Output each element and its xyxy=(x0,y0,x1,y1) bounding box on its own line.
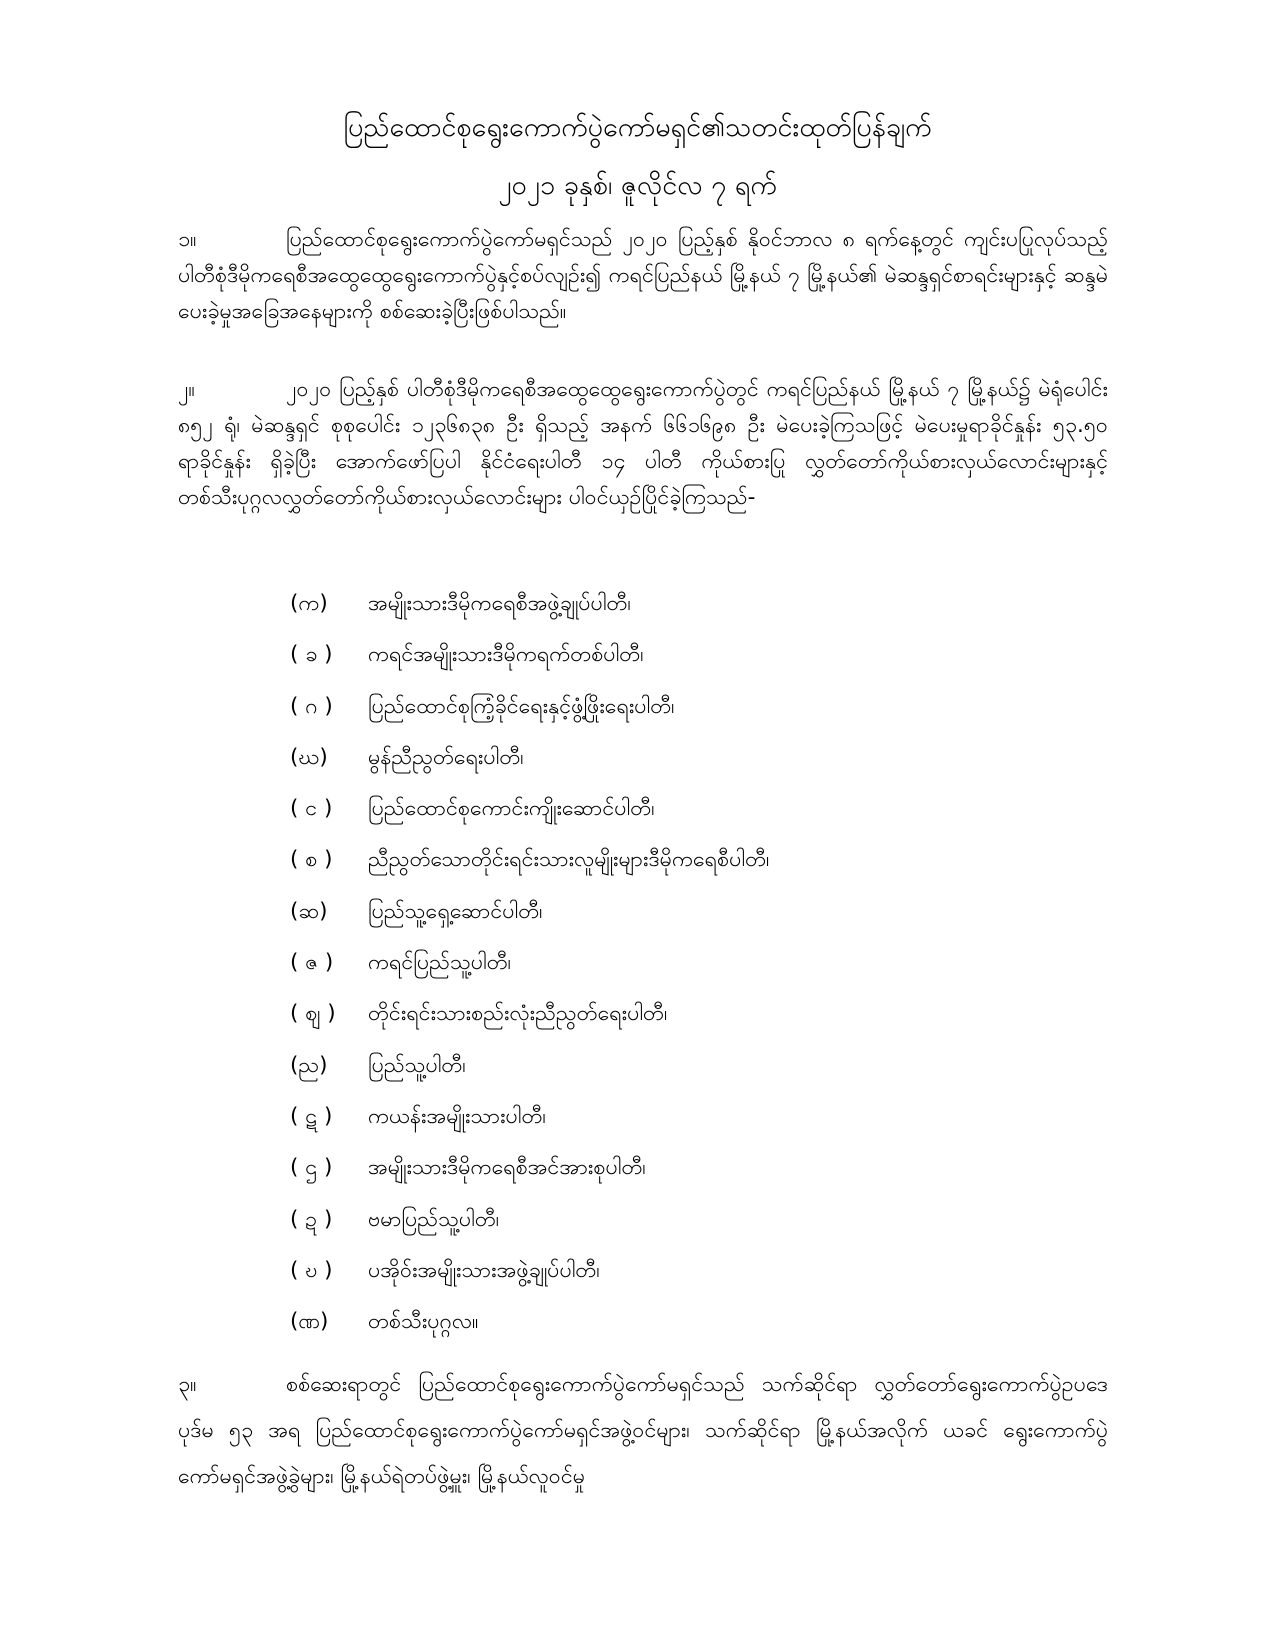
list-marker: ( ခ ) xyxy=(290,642,333,668)
list-marker: ( ဍ ) xyxy=(290,1206,333,1232)
party-name: ပအိုဝ်းအမျိုးသားအဖွဲ့ချုပ်ပါတီ၊ xyxy=(368,1257,600,1283)
list-marker: ( ဂ ) xyxy=(290,693,333,719)
document-title: ပြည်ထောင်စုရွေးကောက်ပွဲကော်မရှင်၏သတင်းထုတ်ပြန်ချက် xyxy=(343,112,932,143)
list-item xyxy=(290,945,1090,996)
party-name: အမျိုးသားဒီမိုကရေစီအဖွဲ့ချုပ်ပါတီ၊ xyxy=(368,591,631,616)
party-name: ပြည်ထောင်စုကြံ့ခိုင်ရေးနှင့်ဖွံ့ဖြိုးရေးပါတီ၊ xyxy=(368,693,675,719)
party-name: ကယန်းအမျိုးသားပါတီ၊ xyxy=(368,1103,546,1129)
list-marker: ( ဇ ) xyxy=(290,950,334,976)
list-item xyxy=(290,740,1090,791)
party-name: တစ်သီးပုဂ္ဂလ။ xyxy=(368,1309,479,1335)
paragraph-text: စစ်ဆေးရာတွင် ပြည်ထောင်စုရွေးကောက်ပွဲကော်မရှင်သည် သက်ဆိုင်ရာ လွှတ်တော်ရွေးကောက်ပွဲဥပဒေ ပုဒ်မ ၅၃ အရ ပြည်ထောင်စုရွေးကောက်ပွဲကော်မရှင်အဖွဲ့ဝင်များ၊ သက်ဆိုင်ရာ မြို့နယ်အလိုက် ယခင် ရွေးကောက်ပွဲကော်မရှင်အဖွဲ့ခွဲများ၊ မြို့နယ်ရဲတပ်ဖွဲ့မှူး၊ မြို့နယ်လူဝင်မှု xyxy=(178,1372,1108,1489)
paragraph-3 xyxy=(178,1362,1108,1500)
list-marker: (ည) xyxy=(290,1052,328,1078)
list-marker: ( ဋ ) xyxy=(290,1103,333,1129)
list-marker: (က) xyxy=(290,591,328,616)
list-marker: (ဏ) xyxy=(290,1309,329,1335)
list-marker: ( ဌ ) xyxy=(290,1155,333,1181)
list-item xyxy=(290,1253,1090,1304)
party-name: ပြည်သူ့ပါတီ၊ xyxy=(368,1052,466,1078)
list-marker: ( ဈ ) xyxy=(290,1001,336,1027)
document-date: ၂၀၂၁ ခုနှစ်၊ ဇူလိုင်လ ၇ ရက် xyxy=(498,170,777,201)
party-name: ကရင်ပြည်သူ့ပါတီ၊ xyxy=(368,950,512,976)
paragraph-text: ၂၀၂၀ ပြည့်နှစ် ပါတီစုံဒီမိုကရေစီအထွေထွေရွေးကောက်ပွဲတွင် ကရင်ပြည်နယ် မြို့နယ် ၇ မြို့နယ်၌ မဲရုံပေါင်း ၈၅၂ ရုံ၊ မဲဆန္ဒရှင် စုစုပေါင်း ၁၂၃၆၈၃၈ ဦး ရှိသည့် အနက် ၆၆၁၆၉၈ ဦး မဲပေးခဲ့ကြသဖြင့် မဲပေးမှုရာခိုင်နှုန်း ၅၃.၅၀ ရာခိုင်နှုန်း ရှိခဲ့ပြီး အောက်ဖော်ပြပါ နိုင်ငံရေးပါတီ ၁၄ ပါတီ ကိုယ်စားပြု လွှတ်တော်ကိုယ်စားလှယ်လောင်းများနှင့် တစ်သီးပုဂ္ဂလလွှတ်တော်ကိုယ်စားလှယ်လောင်းများ ပါဝင်ယှဉ်ပြိုင်ခဲ့ကြသည်- xyxy=(178,377,1108,510)
party-name: ဗမာပြည်သူ့ပါတီ၊ xyxy=(368,1206,500,1232)
paragraph-2 xyxy=(178,372,1108,516)
list-marker: (ဆ) xyxy=(290,898,328,924)
list-item xyxy=(290,1048,1090,1099)
list-item xyxy=(290,842,1090,893)
list-item xyxy=(290,637,1090,688)
party-name: အမျိုးသားဒီမိုကရေစီအင်အားစုပါတီ၊ xyxy=(368,1155,646,1181)
paragraph-number: ၃။ xyxy=(178,1372,197,1397)
paragraph-number: ၁။ xyxy=(178,227,197,252)
paragraph-number: ၂။ xyxy=(178,377,196,402)
list-marker: ( စ ) xyxy=(290,847,333,873)
paragraph-1 xyxy=(178,222,1108,330)
list-item xyxy=(290,1099,1090,1150)
party-name: ပြည်သူ့ရှေ့ဆောင်ပါတီ၊ xyxy=(368,898,543,924)
list-marker: (ဃ) xyxy=(290,744,328,770)
party-name: ကရင်အမျိုးသားဒီမိုကရက်တစ်ပါတီ၊ xyxy=(368,642,644,668)
list-marker: ( ဎ ) xyxy=(290,1257,333,1283)
party-name: ညီညွတ်သောတိုင်းရင်းသားလူမျိုးများဒီမိုကရေစီပါတီ၊ xyxy=(368,847,770,873)
list-marker: ( င ) xyxy=(290,796,333,822)
list-item xyxy=(290,1304,1090,1355)
list-item xyxy=(290,1150,1090,1201)
party-name: ပြည်ထောင်စုကောင်းကျိုးဆောင်ပါတီ၊ xyxy=(368,796,655,822)
list-item xyxy=(290,996,1090,1047)
list-item xyxy=(290,586,1090,637)
list-item xyxy=(290,1202,1090,1253)
party-name: တိုင်းရင်းသားစည်းလုံးညီညွတ်ရေးပါတီ၊ xyxy=(368,1001,668,1027)
list-item xyxy=(290,894,1090,945)
party-list xyxy=(290,586,1090,1355)
party-name: မွန်ညီညွတ်ရေးပါတီ၊ xyxy=(368,744,524,770)
list-item xyxy=(290,791,1090,842)
list-item xyxy=(290,689,1090,740)
paragraph-text: ပြည်ထောင်စုရွေးကောက်ပွဲကော်မရှင်သည် ၂၀၂၀ ပြည့်နှစ် နိုဝင်ဘာလ ၈ ရက်နေ့တွင် ကျင်းပပြုလုပ်သည့် ပါတီစုံဒီမိုကရေစီအထွေထွေရွေးကောက်ပွဲနှင့်စပ်လျဉ်း၍ ကရင်ပြည်နယ် မြို့နယ် ၇ မြို့နယ်၏ မဲဆန္ဒရှင်စာရင်းများနှင့် ဆန္ဒမဲပေးခဲ့မှုအခြေအနေများကို စစ်ဆေးခဲ့ပြီးဖြစ်ပါသည်။ xyxy=(178,227,1108,324)
